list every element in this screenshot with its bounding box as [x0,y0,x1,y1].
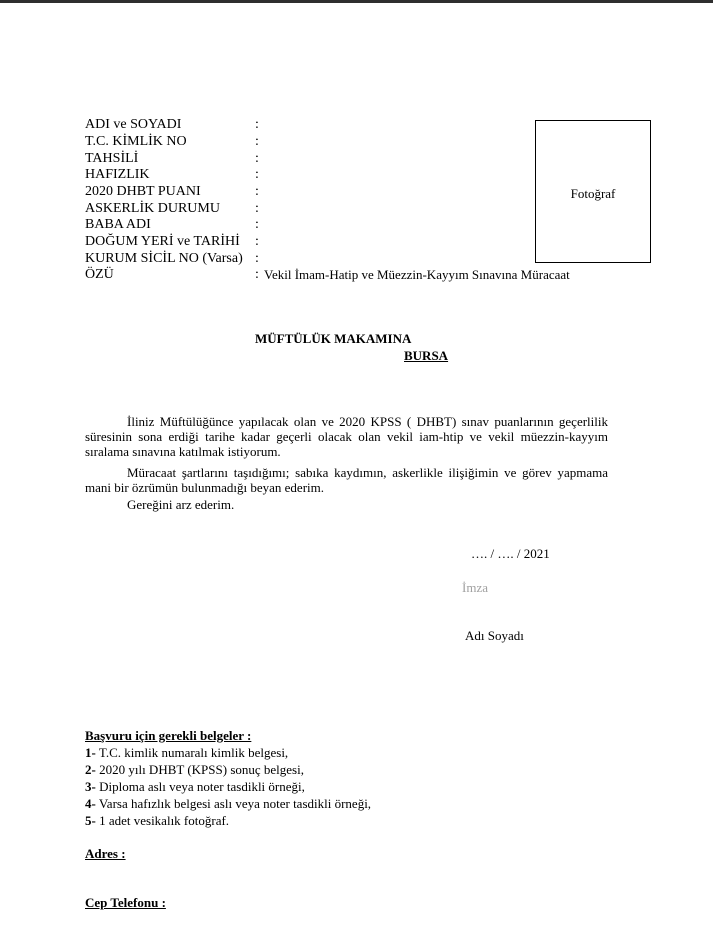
subject-value: Vekil İmam-Hatip ve Müezzin-Kayyım Sınavına Müracaat [264,267,570,282]
body-paragraph-3: Gereğini arz ederim. [127,497,235,512]
name-label: Adı Soyadı [465,628,524,643]
field-colon: : [255,251,259,266]
field-colon: : [255,184,259,199]
list-item-text: Diploma aslı veya noter tasdikli örneği, [95,779,305,794]
body-paragraph-1: İliniz Müftülüğünce yapılacak olan ve 2020 KPSS ( DHBT) sınav puanlarının geçerlilik süresinin sona erdiği tarihe kadar geçerli olacak olan vekil iam-htip ve vekil müezzin-kayyım sıralama sınavına katılmak istiyorum. [85,414,608,459]
field-label-hafizlik: HAFIZLIK [85,167,150,182]
field-label-dhbt: 2020 DHBT PUANI [85,184,201,199]
field-colon: : [255,267,259,282]
list-item-number: 1- [85,745,96,760]
list-item-number: 2- [85,762,96,777]
requirements-title: Başvuru için gerekli belgeler : [85,728,252,743]
field-colon: : [255,151,259,166]
field-label-birth: DOĞUM YERİ ve TARİHİ [85,234,240,249]
address-label: Adres : [85,846,126,861]
photo-box [535,120,651,263]
list-item [85,812,229,829]
addressee-title: MÜFTÜLÜK MAKAMINA [255,331,412,346]
field-colon: : [255,201,259,216]
list-item-number: 4- [85,796,96,811]
list-item [85,761,304,778]
list-item-text: Varsa hafızlık belgesi aslı veya noter tasdikli örneği, [95,796,372,811]
field-colon: : [255,167,259,182]
field-label-subject: ÖZÜ [85,267,114,282]
photo-label: Fotoğraf [570,186,616,201]
field-colon: : [255,117,259,132]
list-item-text: 1 adet vesikalık fotoğraf. [95,813,230,828]
field-label-registry: KURUM SİCİL NO (Varsa) [85,251,243,266]
field-label-father: BABA ADI [85,217,151,232]
field-colon: : [255,234,259,249]
top-border [0,0,713,3]
field-label-military: ASKERLİK DURUMU [85,201,220,216]
list-item-number: 3- [85,779,96,794]
body-paragraph-2: Müracaat şartlarını taşıdığımı; sabıka kaydımın, askerlikle ilişiğimin ve görev yapmama mani bir özrümün bulunmadığı beyan ederim. [85,465,608,495]
phone-label: Cep Telefonu : [85,895,166,910]
field-label-education: TAHSİLİ [85,151,139,166]
list-item [85,795,371,812]
addressee-city: BURSA [404,348,449,363]
date-line: …. / …. / 2021 [471,546,550,561]
list-item-number: 5- [85,813,96,828]
list-item [85,744,288,761]
field-label-tc: T.C. KİMLİK NO [85,134,187,149]
field-colon: : [255,217,259,232]
signature-label: İmza [462,580,488,595]
list-item-text: 2020 yılı DHBT (KPSS) sonuç belgesi, [95,762,304,777]
list-item [85,778,305,795]
list-item-text: T.C. kimlik numaralı kimlik belgesi, [95,745,289,760]
field-colon: : [255,134,259,149]
field-label-name: ADI ve SOYADI [85,117,182,132]
